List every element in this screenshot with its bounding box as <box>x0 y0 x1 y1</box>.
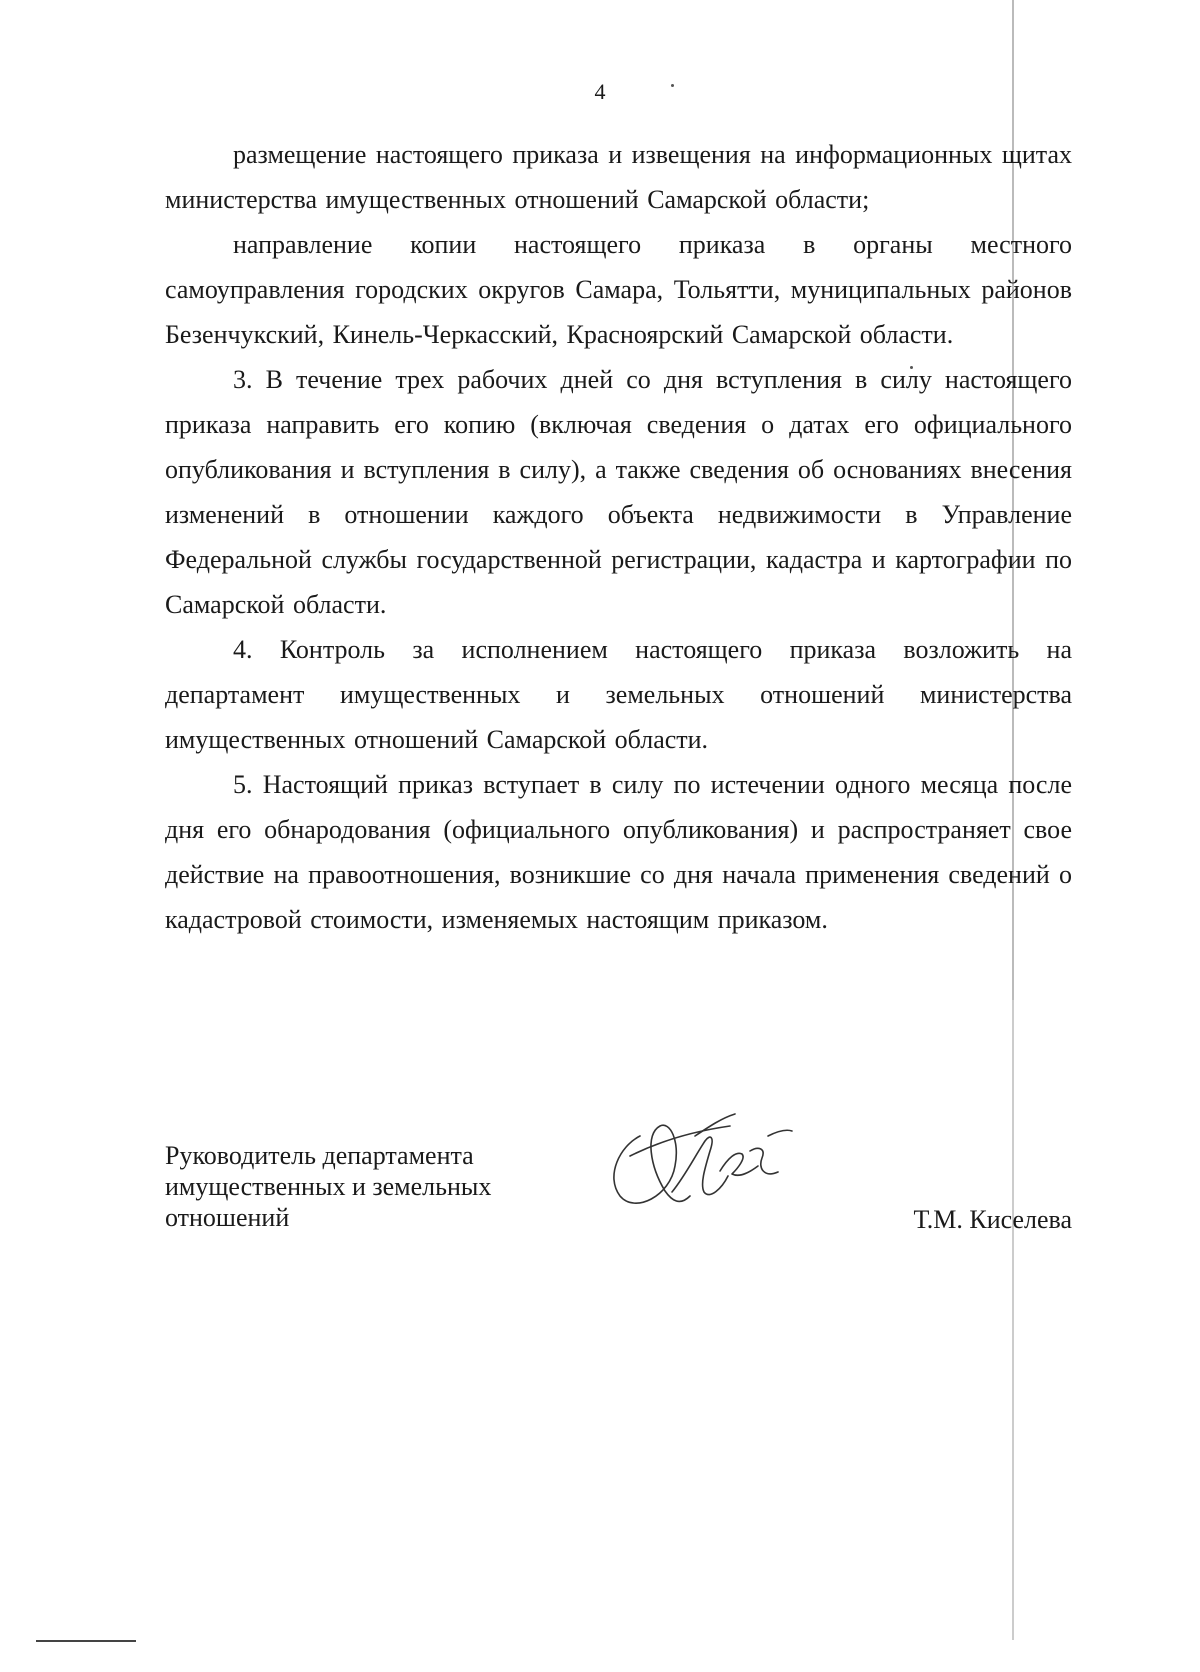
text-line: имущественных отношений Самарской области. <box>165 725 709 754</box>
signatory-title-line: имущественных и земельных <box>165 1172 492 1201</box>
paragraph-notice-placement <box>165 132 1072 222</box>
text-line: распространяет свое действие на правоотношения, возникшие со дня начала <box>165 815 1072 889</box>
text-line: опубликования и вступления в силу), а также сведения об основаниях <box>165 455 971 484</box>
text-line: размещение настоящего приказа и извещения на информационных <box>233 140 1002 169</box>
signatory-name: Т.М. Киселева <box>913 1205 1072 1234</box>
page-number: 4 <box>594 79 606 104</box>
text-line: щитах министерства имущественных отношений Самарской области; <box>165 140 1072 214</box>
text-line: 4. Контроль за исполнением настоящего приказа возложить на <box>233 635 1072 664</box>
paragraph-item-3 <box>165 357 1072 627</box>
text-line: после дня его обнародования (официального опубликования) и <box>165 770 1072 844</box>
paragraph-copy-dispatch <box>165 222 1072 357</box>
text-line: районов Безенчукский, Кинель-Черкасский, Красноярский Самарской <box>165 275 1072 349</box>
handwritten-signature <box>600 1096 820 1226</box>
text-line: департамент имущественных и земельных отношений министерства <box>165 680 1072 709</box>
text-line: картографии по Самарской области. <box>165 545 1072 619</box>
footer-rule <box>36 1640 136 1642</box>
text-line: направление копии настоящего приказа в органы местного <box>233 230 1072 259</box>
paragraph-item-4 <box>165 627 1072 762</box>
signatory-title-line: Руководитель департамента <box>165 1141 474 1170</box>
signatory-title-line: отношений <box>165 1203 290 1232</box>
text-line: самоуправления городских округов Самара, Тольятти, муниципальных <box>165 275 982 304</box>
text-line: применения сведений о кадастровой стоимости, изменяемых настоящим <box>165 860 1072 934</box>
text-line: области. <box>859 320 954 349</box>
text-line: внесения изменений в отношении каждого объекта недвижимости в <box>165 455 1072 529</box>
text-line: приказом. <box>717 905 828 934</box>
paragraph-item-5 <box>165 762 1072 942</box>
text-line: 5. Настоящий приказ вступает в силу по истечении одного месяца <box>233 770 1009 799</box>
signatory-title <box>165 1140 491 1233</box>
document-body <box>165 132 1072 942</box>
scan-speck <box>671 84 674 87</box>
text-line: Управление Федеральной службы государственной регистрации, кадастра и <box>165 500 1072 574</box>
text-line: приказа направить его копию (включая сведения о датах его официального <box>165 410 1072 439</box>
text-line: 3. В течение трех рабочих дней со дня вступления в силу настоящего <box>233 365 1072 394</box>
